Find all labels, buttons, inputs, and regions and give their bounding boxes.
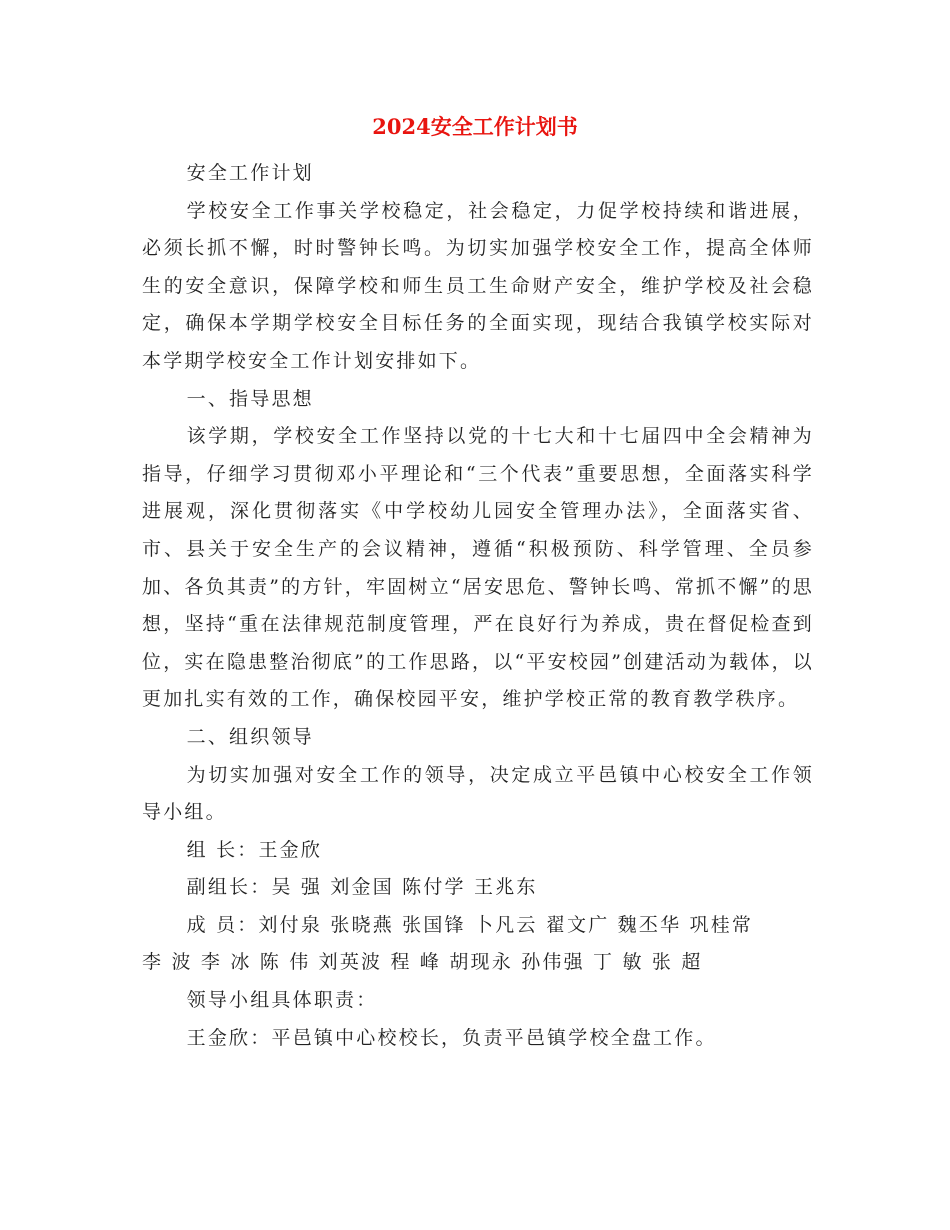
organization-paragraph: 为切实加强对安全工作的领导，决定成立平邑镇中心校安全工作领导小组。 [142,763,814,824]
document-body [142,155,814,1057]
responsibility-item: 王金欣：平邑镇中心校校长，负责平邑镇学校全盘工作。 [186,1026,717,1049]
team-leader-line: 组 长：王金欣 [186,838,323,861]
members-line: 成 员：刘付泉 张晓燕 张国锋 卜凡云 翟文广 魏丕华 巩桂常 [186,913,754,936]
section-heading-guiding-ideology: 一、指导思想 [186,387,314,410]
document-title: 2024安全工作计划书 [372,114,578,139]
members-continued-line: 李 波 李 冰 陈 伟 刘英波 程 峰 胡现永 孙伟强 丁 敏 张 超 [142,951,703,974]
section-subtitle: 安全工作计划 [186,162,314,184]
intro-paragraph: 学校安全工作事关学校稳定，社会稳定，力促学校持续和谐进展，必须长抓不懈，时时警钟长鸣。为切实加强学校安全工作，提高全体师生的安全意识，保障学校和师生员工生命财产安全，维护学校及社会稳定，确保本学期学校安全目标任务的全面实现，现结合我镇学校实际对本学期学校安全工作计划安排如下。 [142,199,814,372]
deputy-leader-line: 副组长：吴 强 刘金国 陈付学 王兆东 [186,876,538,899]
guiding-ideology-paragraph: 该学期，学校安全工作坚持以党的十七大和十七届四中全会精神为指导，仔细学习贯彻邓小平理论和“三个代表”重要思想，全面落实科学进展观，深化贯彻落实《中学校幼儿园安全管理办法》，全面落实省、市、县关于安全生产的会议精神，遵循“积极预防、科学管理、全员参加、各负其责”的方针，牢固树立“居安思危、警钟长鸣、常抓不懈”的思想，坚持“重在法律规范制度管理，严在良好行为养成，贵在督促检查到位，实在隐患整治彻底”的工作思路，以“平安校园”创建活动为载体，以更加扎实有效的工作，确保校园平安，维护学校正常的教育教学秩序。 [142,425,814,711]
responsibilities-heading: 领导小组具体职责： [186,989,378,1012]
section-heading-organization: 二、组织领导 [186,725,314,748]
